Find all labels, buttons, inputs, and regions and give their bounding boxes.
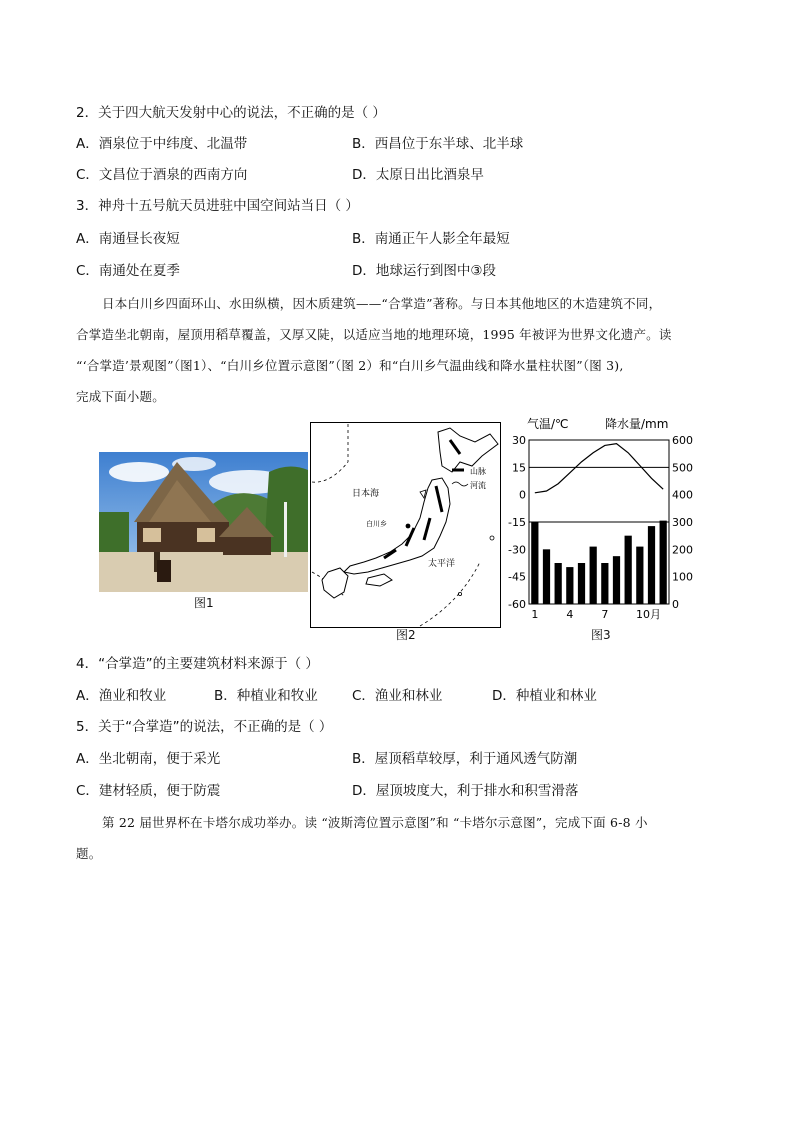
precip-bar: [648, 526, 655, 604]
shirakawa-label: 白川乡: [366, 520, 387, 528]
left-tick-label: -30: [508, 543, 526, 557]
right-tick-label: 100: [672, 570, 693, 584]
left-tick-label: 15: [512, 461, 526, 475]
precip-bar: [543, 549, 550, 604]
temperature-line: [535, 444, 663, 493]
gassho-house-image: [99, 452, 308, 592]
precip-bar: [531, 522, 538, 604]
pacific-ocean-label: 太平洋: [428, 559, 456, 569]
precip-bar: [601, 563, 608, 604]
climate-chart-svg: [505, 412, 700, 627]
precip-bar: [578, 563, 585, 604]
q3-option-b: B．南通正午人影全年最短: [352, 231, 510, 247]
q2-option-a: A．酒泉位于中纬度、北温带: [76, 136, 248, 152]
left-tick-label: -15: [508, 516, 526, 529]
left-axis-title: 气温/℃: [527, 417, 569, 431]
q5-option-d: D．屋顶坡度大，利于排水和积雪滑落: [352, 783, 579, 799]
q3-stem: 3．神舟十五号航天员进驻中国空间站当日（ ）: [76, 198, 359, 214]
intro-1-line-2: 合掌造坐北朝南，屋顶用稻草覆盖，又厚又陡，以适应当地的地理环境，1995 年被评为世界文化遗产。读: [76, 327, 672, 342]
right-tick-label: 600: [672, 434, 693, 447]
x-tick-label: 7: [601, 608, 609, 621]
shirakawa-marker: [406, 524, 411, 529]
q4-option-d: D．种植业和林业: [492, 688, 597, 704]
right-tick-label: 300: [672, 516, 693, 529]
intro-paragraph-2: [76, 807, 726, 869]
precip-bar: [636, 547, 643, 604]
right-tick-label: 500: [672, 461, 693, 475]
intro-2-line-1: 第 22 届世界杯在卡塔尔成功举办。读 “波斯湾位置示意图”和 “卡塔尔示意图”，完成下面 6-8 小: [102, 815, 648, 830]
left-tick-label: 30: [512, 434, 526, 447]
q2-option-b: B．西昌位于东半球、北半球: [352, 136, 524, 152]
right-tick-label: 200: [672, 543, 693, 557]
intro-1-line-3: “‘合掌造’景观图”（图1）、“白川乡位置示意图”（图 2）和“白川乡气温曲线和降水量柱状图”（图 3),: [76, 358, 624, 373]
right-axis-title: 降水量/mm: [605, 417, 669, 431]
legend-river-label: 河流: [470, 481, 486, 490]
q4-option-c: C．渔业和林业: [352, 688, 443, 704]
japan-map: [310, 422, 501, 628]
left-tick-label: -60: [508, 598, 526, 611]
intro-1-line-1: 日本白川乡四面环山、水田纵横，因木质建筑——“合掌造”著称。与日本其他地区的木造建筑不同，: [102, 296, 662, 311]
right-tick-label: 0: [672, 598, 679, 611]
q5-option-a: A．坐北朝南，便于采光: [76, 751, 221, 767]
precip-bar: [590, 547, 597, 604]
legend-mountain-label: 山脉: [470, 467, 486, 476]
q2-option-c: C．文昌位于酒泉的西南方向: [76, 167, 248, 183]
left-tick-label: 0: [519, 488, 526, 502]
right-tick-label: 400: [672, 488, 693, 502]
figure-2-caption: 图2: [396, 628, 416, 642]
figure-2-map: [310, 422, 501, 628]
q2-stem: 2．关于四大航天发射中心的说法，不正确的是（ ）: [76, 105, 386, 121]
x-tick-label: 10月: [636, 608, 661, 621]
q5-stem: 5．关于“合掌造”的说法，不正确的是（ ）: [76, 719, 333, 735]
x-tick-label: 4: [566, 608, 574, 621]
intro-1-line-4: 完成下面小题。: [76, 389, 165, 404]
q2-option-d: D．太原日出比酒泉早: [352, 167, 484, 183]
figure-1-caption: 图1: [194, 596, 214, 610]
q4-option-a: A．渔业和牧业: [76, 688, 167, 704]
precip-bar: [660, 521, 667, 604]
precip-bar: [555, 563, 562, 604]
q3-option-d: D．地球运行到图中③段: [352, 263, 496, 279]
intro-paragraph-1: [76, 288, 726, 412]
q5-option-b: B．屋顶稻草较厚，利于通风透气防潮: [352, 751, 578, 767]
q3-option-c: C．南通处在夏季: [76, 263, 180, 279]
q5-option-c: C．建材轻质，便于防震: [76, 783, 221, 799]
precip-bar: [613, 556, 620, 604]
figure-1-photo: [99, 452, 308, 592]
x-tick-label: 1: [531, 608, 539, 621]
precip-bar: [625, 536, 632, 604]
q4-stem: 4．“合掌造”的主要建筑材料来源于（ ）: [76, 656, 319, 672]
left-tick-label: -45: [508, 570, 526, 584]
q3-option-a: A．南通昼长夜短: [76, 231, 180, 247]
sea-of-japan-label: 日本海: [352, 489, 380, 499]
figure-3-climate-chart: [505, 412, 700, 627]
figure-3-caption: 图3: [591, 628, 611, 642]
precip-bar: [566, 567, 573, 604]
intro-2-line-2: 题。: [76, 846, 102, 861]
q4-option-b: B．种植业和牧业: [214, 688, 318, 704]
